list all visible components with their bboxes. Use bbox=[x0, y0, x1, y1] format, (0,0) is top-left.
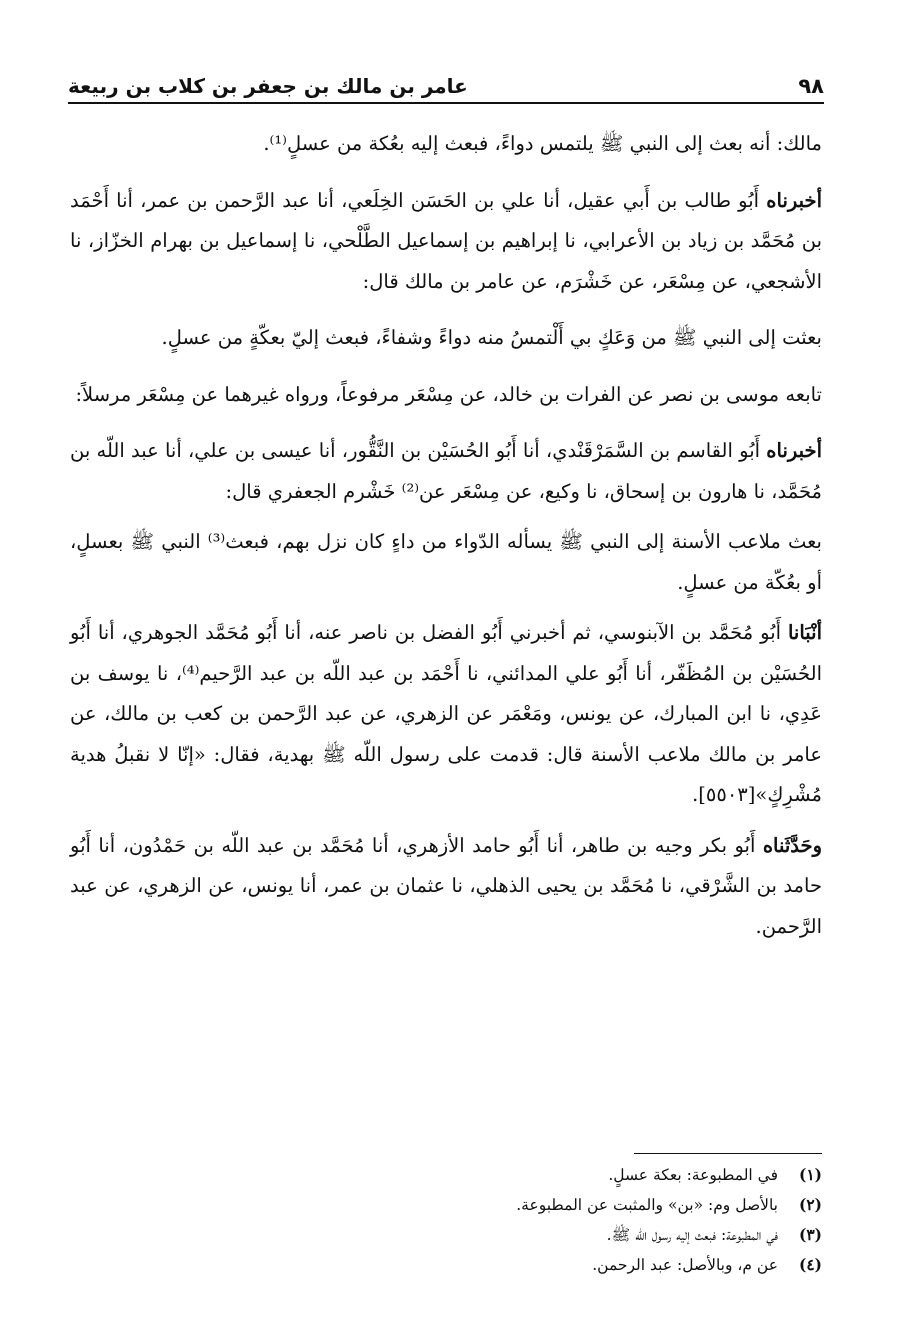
footnote bbox=[300, 1220, 822, 1250]
footnote-divider bbox=[634, 1153, 822, 1154]
footnote-number: (٢) bbox=[798, 1195, 822, 1214]
footnote bbox=[300, 1160, 822, 1190]
footnote-number: (٤) bbox=[798, 1255, 822, 1274]
paragraph-6: بعث ملاعب الأسنة إلى النبي ﷺ يسأله الدّواء من داءٍ كان نزل بهم، فبعث⁽³⁾ النبي ﷺ بعسلٍ، أو بعُكّة من عسلٍ. bbox=[70, 530, 822, 594]
footnote bbox=[300, 1190, 822, 1220]
paragraph-2-lead: أخبرناه bbox=[766, 188, 822, 212]
paragraph-7-text: أَبُو مُحَمَّد بن الآبنوسي، ثم أخبرني أَبُو الفضل بن ناصر عنه، أنا أَبُو مُحَمَّد الجوهري، أنا أَبُو الحُسَيْن بن المُظَفّر، أنا أَبُو علي المدائني، نا أَحْمَد بن عبد اللّه بن عبد الرَّحيم⁽⁴⁾، نا يوسف بن عَدِي، نا ابن المبارك، عن يونس، ومَعْمَر عن الزهري، عن عبد الرَّحمن بن كعب بن مالك، عن عامر بن مالك ملاعب الأسنة قال: قدمت على رسول اللّه ﷺ بهدية، فقال: «إنّا لا نقبلُ هدية مُشْرِكٍ»[٥٥٠٣]. bbox=[70, 621, 822, 806]
paragraph-8-text: أَبُو بكر وجيه بن طاهر، أنا أَبُو حامد الأزهري، أنا مُحَمَّد بن عبد اللّه بن حَمْدُون، أنا أَبُو حامد بن الشَّرْقي، نا مُحَمَّد بن يحيى الذهلي، نا عثمان بن عمر، أنا يونس، عن الزهري، عن عبد الرَّحمن. bbox=[70, 833, 822, 938]
page-number: ٩٨ bbox=[798, 74, 824, 98]
footnote-number: (٣) bbox=[798, 1225, 822, 1244]
footnote-text: في المطبوعة: فبعث إليه رسول الله ﷺ. bbox=[606, 1226, 778, 1244]
paragraph-8 bbox=[70, 826, 822, 948]
running-title: عامر بن مالك بن جعفر بن كلاب بن ربيعة bbox=[68, 74, 468, 98]
paragraph-3: بعثت إلى النبي ﷺ من وَعَكٍ بي أَلْتمسُ منه دواءً وشفاءً، فبعث إليّ بعكّةٍ من عسلٍ. bbox=[161, 326, 822, 349]
footnote bbox=[300, 1250, 822, 1280]
footnote-text: عن م، وبالأصل: عبد الرحمن. bbox=[592, 1256, 778, 1274]
header-divider bbox=[68, 102, 824, 104]
paragraph-2 bbox=[70, 181, 822, 303]
footnotes bbox=[300, 1160, 822, 1280]
paragraph-7-lead: أنْبَانا bbox=[787, 621, 822, 644]
page-header bbox=[68, 66, 824, 98]
paragraph-8-lead: وحَدَّثَناه bbox=[762, 833, 822, 857]
main-text bbox=[70, 124, 822, 957]
footnote-text: في المطبوعة: بعكة عسلٍ. bbox=[608, 1166, 778, 1184]
paragraph-1: مالك: أنه بعث إلى النبي ﷺ يلتمس دواءً، فبعث إليه بعُكة من عسلٍ⁽¹⁾. bbox=[263, 132, 822, 155]
footnote-number: (١) bbox=[798, 1165, 822, 1184]
paragraph-7 bbox=[70, 613, 822, 816]
footnote-text: بالأصل وم: «بن» والمثبت عن المطبوعة. bbox=[516, 1196, 778, 1214]
paragraph-5-text: أَبُو القاسم بن السَّمَرْقَنْدي، أنا أَبُو الحُسَيْن بن النَّقُّور، أنا عيسى بن علي، أنا عبد اللّه بن مُحَمَّد، نا هارون بن إسحاق، نا وكيع، عن مِسْعَر عن⁽²⁾ خَشْرم الجعفري قال: bbox=[70, 439, 822, 503]
paragraph-5-lead: أخبرناه bbox=[766, 439, 822, 462]
paragraph-4: تابعه موسى بن نصر عن الفرات بن خالد، عن مِسْعَر مرفوعاً، ورواه غيرهما عن مِسْعَر مرسلاً: bbox=[75, 382, 822, 406]
paragraph-5 bbox=[70, 431, 822, 512]
paragraph-2-text: أَبُو طالب بن أَبي عقيل، أنا علي بن الحَسَن الخِلَعي، أنا عبد الرَّحمن بن عمر، أنا أَحْمَد بن مُحَمَّد بن زياد بن الأعرابي، نا إبراهيم بن إسماعيل الطَّلْحي، نا إسماعيل بن بهرام الخزّاز، نا الأشجعي، عن مِسْعَر، عن خَشْرَم، عن عامر بن مالك قال: bbox=[70, 188, 822, 293]
